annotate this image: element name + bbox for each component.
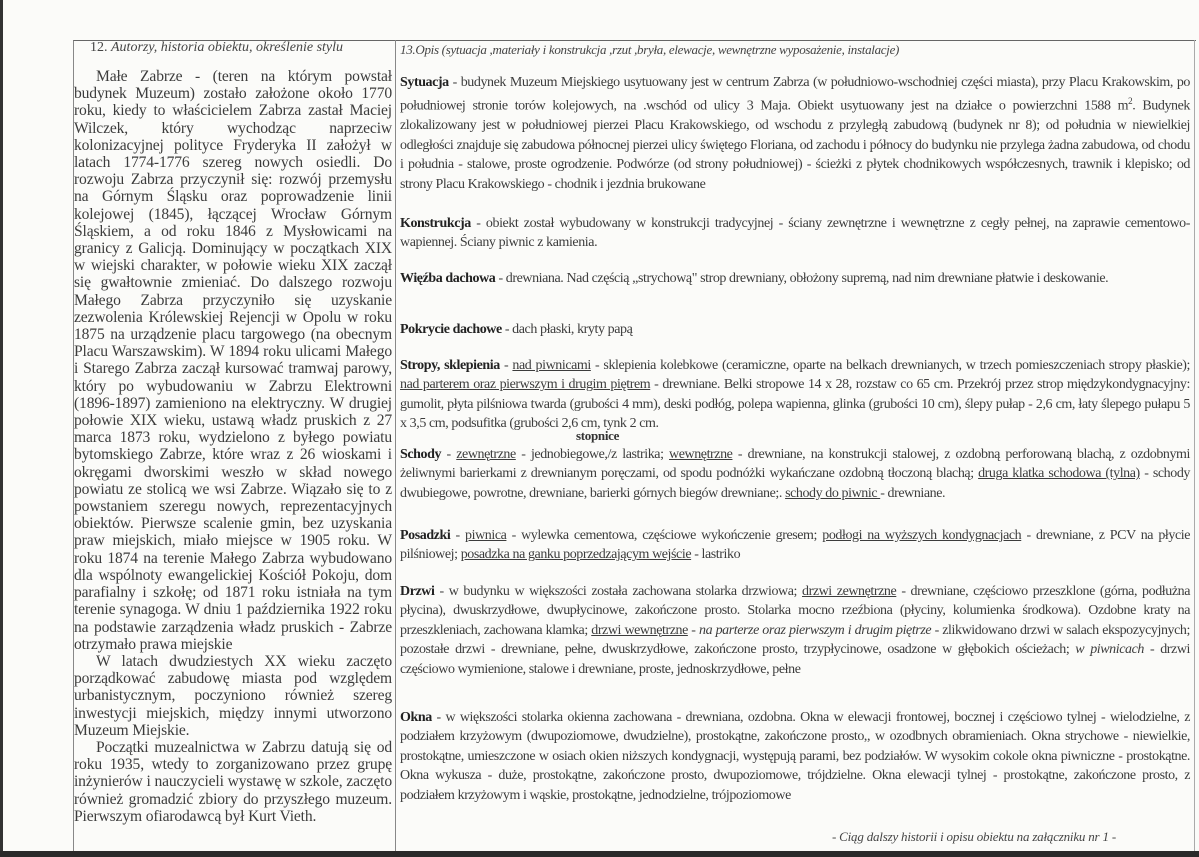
text-segment: - w większości stolarka okienna zachowana - drewniana, ozdobna. Okna w elewacji frontowej, bocznej i częściowo tylnej - wielodzielne, z podziałem krzyżowym (dwupoziomowe, dwudzielne), prostokątne, zakończone prosto,, w ozodbnych obramieniach. Okna strychowe - niewielkie, prostokątne, umieszczone w osiach okien niższych kondygnacji, występują parami, bez podziałów. W wysokim cokole okna piwniczne - prostokątne. Okna wykusza - duże, prostokątne, zakończone prosto, dwupoziomowe, trójdzielne. Okna elewacji tylnej - prostokątne, zakończone prosto, z podziałem krzyżowym i wąskie, prostokątne, jednodzielne, trójpoziomowe — [400, 710, 1190, 803]
text-segment: - jednobiegowe,/z lastrika; — [515, 447, 670, 462]
history-column — [74, 68, 392, 825]
text-segment: drzwi zewnętrzne — [802, 584, 897, 599]
section-12-number: 12. — [90, 40, 108, 55]
section-label: Pokrycie dachowe — [400, 322, 502, 337]
text-segment: wewnętrzne — [669, 447, 733, 462]
text-segment: - dach płaski, kryty papą — [501, 322, 633, 337]
text-segment: - budynek Muzeum Miejskiego usytuowany jest w centrum Zabrza (w południowo-wschodniej części miasta), przy Placu Krakowskim, po południowej stronie torów kolejowych, na .wschód od ulicy 3 Maja. Obiekt usytuowany jest na działce o powierzchni 1588 m — [400, 75, 1190, 115]
section-label: Posadzki — [400, 528, 451, 543]
scan-edge-left — [0, 0, 3, 857]
description-posadzki — [400, 526, 1190, 565]
text-segment: - drzwi częściowo wymienione, stalowe i drewniane, proste, jednoskrzydłowe, pełne — [400, 642, 1190, 677]
text-segment: - zlikwidowano drzwi w salach ekspozycyjnych; pozostałe drzwi - drewniane, pełne, dwuskrzydłowe, zakończone prosto, trzypłycinowe, osadzone w głębokich ościeżach; — [400, 622, 1190, 658]
text-segment: nad parterem oraz pierwszym i drugim piętrem — [400, 377, 651, 393]
description-stropy — [400, 356, 1190, 434]
text-segment: - — [687, 622, 699, 638]
section-label: Schody — [400, 447, 442, 462]
text-segment: - schody dwubiegowe, powrotne, drewniane, barierki górnych biegów drewniane;. — [400, 466, 1190, 501]
text-segment: drzwi wewnętrzne — [591, 622, 688, 638]
history-paragraph: Małe Zabrze - (teren na którym powstał budynek Muzeum) zostało założone około 1770 roku, kiedy to właścicielem Zabrza zastał Maciej Wilczek, który wychodząc naprzeciw kolonizacyjnej polityce Fryderyka II założył w latach 1774-1776 szereg nowych osiedli. Do rozwoju Zabrza przyczynił się: rozwój przemysłu na Górnym Śląsku oraz poprowadzenie linii kolejowej (1845), łączącej Wrocław Górnym Śląskiem, a od roku 1846 z Mysłowicami na granicy z Galicją. Dominujący w początkach XIX w wiejski charakter, w połowie wieku XIX zaczął się gwałtownie zmieniać. Do dalszego rozwoju Małego Zabrza przyczyniło się uzyskanie zezwolenia Królewskiej Rejencji w Opolu w roku 1875 na urządzenie placu targowego (na obecnym Placu Warszawskim). W 1894 roku ulicami Małego i Starego Zabrza zaczął kursować tramwaj parowy, który po wybudowaniu w Zabrzu Elektrowni (1896-1897) zamieniono na elektryczny. W drugiej połowie XIX wieku, ustawą władz pruskich z 27 marca 1873 roku, wydzielono z byłego powiatu bytomskiego Zabrze, które wraz z 26 wioskami i okręgami dworskimi weszło w skład nowego powiatu ze stolicą we wsi Zabrze. Wiązało się to z powstaniem szeregu nowych, reprezentacyjnych obiektów. Pierwsze scalenie gmin, bez uzyskania praw miejskich, miało miejsce w 1905 roku. W roku 1874 na terenie Małego Zabrza wybudowano dla wspólnoty ewangelickiej Kościół Pokoju, dom parafialny i szkołę; od 1871 roku istniała na tym terenie synagoga. W dniu 1 października 1922 roku na podstawie zarządzenia władz pruskich - Zabrze otrzymało prawa miejskie — [74, 68, 392, 653]
text-segment: - lastriko — [691, 547, 741, 563]
text-segment: - — [499, 358, 513, 373]
text-segment: - — [450, 528, 466, 543]
text-segment: - sklepienia kolebkowe (ceramiczne, oparte na belkach drewnianych, w trzech pomieszczeniach stropy płaskie); — [590, 358, 1190, 373]
text-segment: zewnętrzne — [456, 447, 516, 462]
description-okna — [400, 708, 1190, 805]
section-label: Stropy, sklepienia — [400, 358, 500, 373]
text-segment: - drewniane. Belki stropowe 14 x 28, rozstaw co 65 cm. Przekrój przez strop międzykondygnacyjny: gumolit, płyta pilśniowa twarda (grubości 4 mm), deski podłóg, polepa wapienna, glinka (grubości 10 cm), ślepy pułap - 2,6 cm, łaty ślepego pułapu 5 x 3,5 cm, podsufitka (grubości 2,6 cm, tynk 2 cm. — [400, 377, 1190, 432]
description-konstrukcja — [400, 214, 1190, 253]
section-label: Drzwi — [400, 584, 435, 599]
section-13-header: 13.Opis (sytuacja ,materiały i konstrukcja ,rzut ,bryła, elewacje, wewnętrzne wyposażenie, instalacje) — [400, 42, 900, 57]
text-segment: posadzka na ganku poprzedzającym wejście — [460, 547, 692, 563]
section-label: Sytuacja — [400, 75, 449, 90]
text-segment: nad piwnicami — [512, 358, 591, 373]
text-segment: w piwnicach — [1075, 642, 1144, 658]
description-wiezba — [400, 269, 1190, 288]
text-segment: . Budynek zlokalizowany jest w południowej pierzei Placu Krakowskiego, od wschodu z przyległą zabudową (budynek nr 8); od południa w niewielkiej odległości znajduje się zabudowa północnej pierzei ulicy świętego Floriana, od zachodu i północy do budynku nie przylega żadna zabudowa, od chodu i południa - stalowe, proste ogrodzenie. Podwórze (od strony południowej) - ścieżki z płytek chodnikowych współczesnych, trawnik i klepisko; od strony Placu Krakowskiego - chodnik i jezdnia brukowane — [400, 99, 1190, 192]
right-border — [1194, 40, 1195, 852]
description-schody — [400, 445, 1190, 503]
description-pokrycie — [400, 320, 1190, 339]
section-label: Okna — [400, 710, 432, 725]
description-drzwi — [400, 582, 1190, 679]
text-segment: - wylewka cementowa, częściowe wykończenie gresem; — [506, 528, 823, 543]
column-divider — [395, 40, 396, 852]
text-segment: - drewniane. — [880, 485, 946, 501]
scan-edge-bottom — [0, 851, 1199, 857]
text-segment: - drewniana. Nad częścią „strychową" strop drewniany, obłożony supremą, nad nim drewniane płatwie i deskowanie. — [495, 271, 1109, 286]
text-segment: - — [441, 447, 457, 462]
text-segment: piwnica — [465, 528, 507, 543]
history-paragraph: W latach dwudziestych XX wieku zaczęto porządkować zabudowę miasta pod względem urbanistycznym, poczyniono również szereg inwestycji miejskich, między innymi utworzono Muzeum Miejskie. — [74, 652, 392, 739]
text-segment: - drewniane, z PCV na płycie pilśniowej; — [400, 528, 1191, 563]
section-12-header — [90, 40, 343, 56]
text-segment: - obiekt został wybudowany w konstrukcji tradycyjnej - ściany zewnętrzne i wewnętrzne z cegły pełnej, na zaprawie cementowo-wapiennej. Ściany piwnic z kamienia. — [400, 216, 1190, 251]
text-segment: - drewniane, częściowo przeszklone (górna, podłużna płycina), dwuskrzydłowe, dwupłycinowe, zakończone prosto. Stolarka mocno rzeźbiona (płyciny, kolumienka środkowa). Ozdobne kraty na przeszkleniach, zachowana klamka; — [400, 584, 1190, 638]
section-12-title: Autorzy, historia obiektu, określenie stylu — [111, 40, 344, 55]
text-segment: 2 — [1128, 96, 1133, 107]
text-segment: na parterze oraz pierwszym i drugim piętrze — [698, 622, 932, 638]
text-segment: druga klatka schodowa (tylna) — [978, 466, 1140, 482]
history-paragraph: Początki muzealnictwa w Zabrzu datują się od roku 1935, wtedy to zorganizowano przez grupę inżynierów i nauczycieli wystawę w szkole, zaczęto również gromadzić zbiory do przyszłego muzeum. Pierwszym ofiarodawcą był Kurt Vieth. — [74, 738, 392, 825]
text-segment: - drewniane, na konstrukcji stalowej, z ozdobną perforowaną blachą, z ozdobnymi żeliwnymi barierkami z drewnianym poręczami, od spodu podnóżki wykańczane ozdobną tłoczoną blachą; — [400, 447, 1191, 482]
text-segment: - w budynku w większości została zachowana stolarka drzwiowa; — [434, 584, 802, 599]
section-label: Więźba dachowa — [400, 271, 496, 286]
handwritten-annotation: stopnice — [576, 428, 620, 443]
description-sytuacja — [400, 73, 1190, 194]
text-segment: podłogi na wyższych kondygnacjach — [822, 528, 1022, 543]
text-segment: schody do piwnic — [785, 485, 881, 501]
continuation-note: - Ciąg dalszy historii i opisu obiektu na załączniku nr 1 - — [832, 829, 1116, 844]
section-label: Konstrukcja — [400, 216, 471, 231]
